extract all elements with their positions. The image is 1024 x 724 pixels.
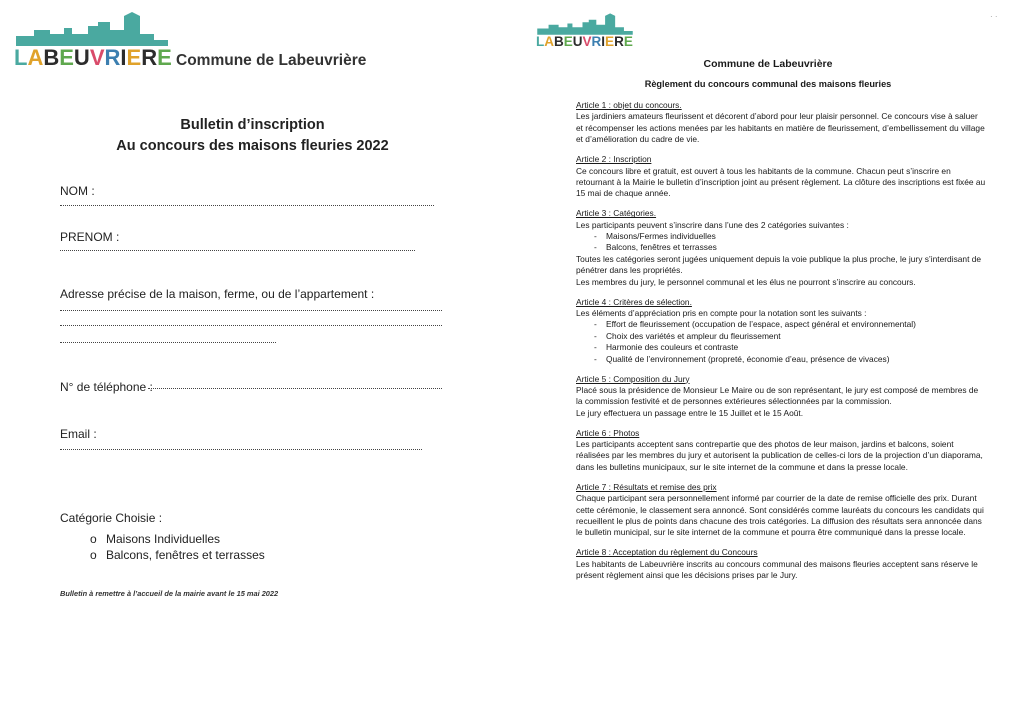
rules-page	[512, 0, 1024, 724]
form-title-line2: Au concours des maisons fleuries 2022	[116, 138, 389, 154]
option-balcons[interactable]	[90, 548, 265, 562]
article-text: Les jardiniers amateurs fleurissent et décorent d’abord pour leur plaisir personnel. Ce concours vise à saluer et récompenser les actions menées par les habitants en matière de fleurissement, d’embellissement du village et d’amélioration du cadre de vie.	[576, 111, 985, 145]
scan-mark: · ·	[990, 12, 998, 21]
article-7	[576, 482, 986, 539]
article-head: Article 3 : Catégories.	[576, 208, 657, 219]
articles-list	[576, 100, 986, 590]
article-head: Article 5 : Composition du Jury	[576, 373, 690, 384]
telephone-line[interactable]	[148, 388, 442, 389]
article-head: Article 4 : Critères de sélection.	[576, 296, 692, 307]
labeuvriere-logo-small: LABEUVRIERE	[536, 13, 634, 49]
form-title-line1: Bulletin d’inscription	[180, 117, 325, 133]
article-6	[576, 428, 986, 474]
list-item: - Harmonie des couleurs et contraste	[576, 342, 986, 353]
prenom-label: PRENOM :	[60, 230, 120, 244]
article-text: Les participants acceptent sans contrepartie que des photos de leur maison, jardins et balcons, soient réalisées par les membres du jury et autorisent la publication de celles-ci lors de la projection d’un diaporama, dans les bulletins municipaux, sur le site internet de la commune et dans la presse locale.	[576, 439, 983, 472]
option-maisons-label: Maisons Individuelles	[106, 532, 221, 546]
article-2	[576, 154, 986, 200]
registration-form-page	[0, 0, 505, 724]
article-text: Toutes les catégories seront jugées uniquement depuis la voie publique la plus proche, le jury s’interdisant de pénétrer dans les propriétés.	[576, 253, 982, 276]
criteria-list	[576, 319, 986, 365]
list-item: - Maisons/Fermes individuelles	[576, 231, 986, 242]
checkbox-circle-icon[interactable]: o	[90, 548, 97, 562]
article-text: Placé sous la présidence de Monsieur Le Maire ou de son représentant, le jury est composé de membres de la commission festivité et de personnes extérieures sélectionnées par la commission.	[576, 384, 979, 407]
list-item: - Effort de fleurissement (occupation de l’espace, aspect général et environnemental)	[576, 319, 986, 330]
option-maisons[interactable]	[90, 532, 220, 546]
categorie-label: Catégorie Choisie :	[60, 511, 163, 525]
prenom-line[interactable]	[60, 250, 415, 251]
footer-note: Bulletin à remettre à l’accueil de la mairie avant le 15 mai 2022	[60, 589, 279, 598]
article-text: Les habitants de Labeuvrière inscrits au concours communal des maisons fleuries acceptent sans réserve le présent règlement ainsi que les décisions prises par le Jury.	[576, 558, 978, 581]
list-item: - Balcons, fenêtres et terrasses	[576, 242, 986, 253]
article-text: Ce concours libre et gratuit, est ouvert à tous les habitants de la commune. Chacun peut s’inscrire en retournant à la Mairie le bulletin d’inscription joint au présent règlement. La clôture des inscriptions est fixée au 15 mai de chaque année.	[576, 165, 986, 199]
nom-line[interactable]	[60, 205, 434, 206]
rules-title: Règlement du concours communal des maisons fleuries	[644, 79, 892, 89]
article-text: Le jury effectuera un passage entre le 15 Juillet et le 15 Août.	[576, 407, 804, 418]
article-head: Article 1 : objet du concours.	[576, 100, 682, 110]
article-text: Chaque participant sera personnellement informé par courrier de la date de remise officielle des prix. Durant cette cérémonie, le classement sera annoncé. Sont considérés comme lauréats du concours les candidats qui recueillent le plus de points dans chacune des trois catégories. La diffusion des résultats sera annoncée dans le bulletin municipal, sur le site internet de la commune et pourra être communiqué dans la presse locale.	[576, 493, 984, 538]
telephone-label: N° de téléphone :	[60, 380, 153, 394]
article-4	[576, 297, 986, 365]
rules-commune-name: Commune de Labeuvrière	[703, 58, 833, 70]
adresse-line-1[interactable]	[60, 310, 442, 311]
labeuvriere-logo: LABEUVRIERE	[14, 12, 170, 68]
nom-label: NOM :	[60, 184, 95, 198]
option-balcons-label: Balcons, fenêtres et terrasses	[106, 548, 265, 562]
list-item: - Qualité de l’environnement (propreté, économie d’eau, présence de vivaces)	[576, 354, 986, 365]
list-item: - Choix des variétés et ampleur du fleurissement	[576, 331, 986, 342]
email-line[interactable]	[60, 449, 422, 450]
adresse-line-2[interactable]	[60, 325, 442, 326]
article-text: Les éléments d’appréciation pris en compte pour la notation sont les suivants :	[576, 308, 867, 318]
article-head: Article 8 : Acceptation du règlement du Concours	[576, 547, 758, 558]
article-8	[576, 547, 986, 581]
article-3	[576, 208, 986, 288]
adresse-line-3[interactable]	[60, 342, 276, 343]
commune-name: Commune de Labeuvrière	[176, 52, 367, 69]
checkbox-circle-icon[interactable]: o	[90, 532, 97, 546]
article-text: Les participants peuvent s’inscrire dans l’une des 2 catégories suivantes :	[576, 219, 849, 230]
article-1	[576, 100, 986, 146]
article-head: Article 7 : Résultats et remise des prix	[576, 481, 717, 492]
article-text: Les membres du jury, le personnel communal et les élus ne pourront s’inscrire au concours.	[576, 276, 916, 287]
email-label: Email :	[60, 427, 97, 441]
article-head: Article 2 : Inscription	[576, 154, 652, 165]
adresse-label: Adresse précise de la maison, ferme, ou de l’appartement :	[60, 287, 375, 301]
category-list	[576, 231, 986, 254]
article-5	[576, 374, 986, 420]
article-head: Article 6 : Photos	[576, 427, 640, 438]
